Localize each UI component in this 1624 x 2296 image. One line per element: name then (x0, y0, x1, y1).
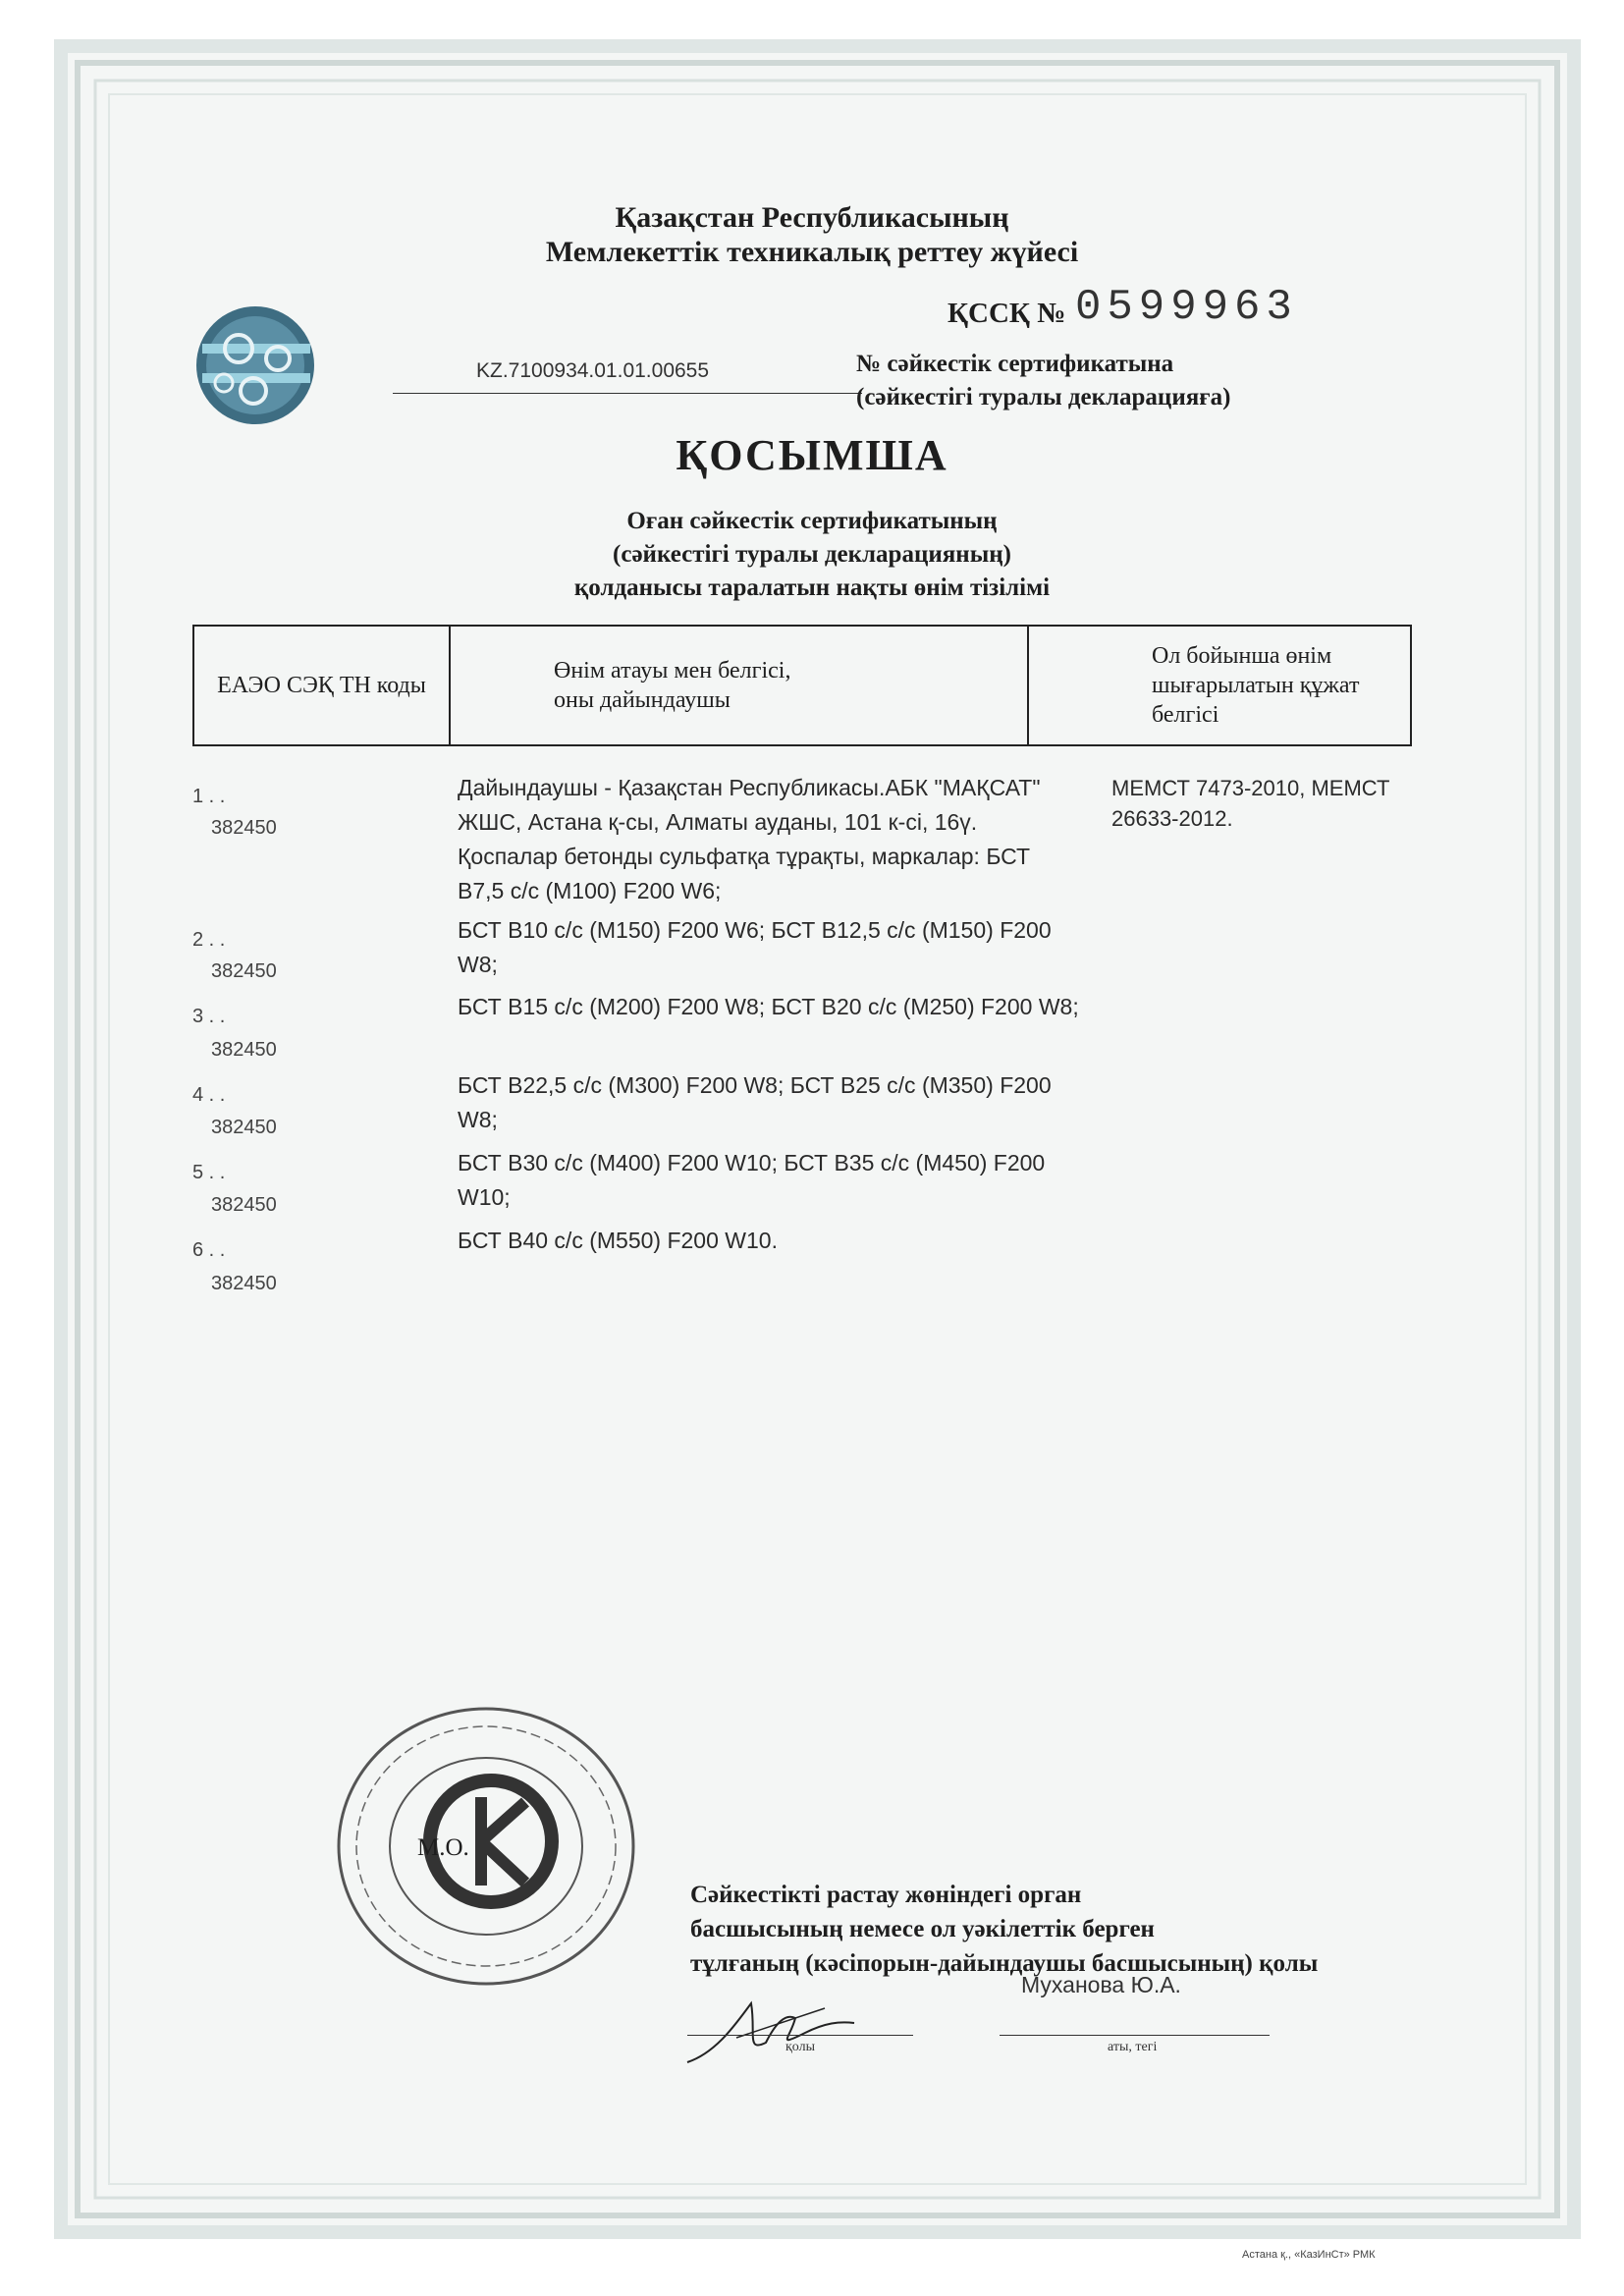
header-doc (1028, 626, 1411, 745)
row-6-product (458, 1224, 778, 1258)
row-2-product (458, 913, 1052, 982)
row-2-code: 382450 (211, 960, 277, 982)
row-1-index: 1 . . (192, 786, 226, 807)
signature-caption-line-3: тұлғаның (кәсіпорын-дайындаушы басшысының) қолы (690, 1950, 1319, 1977)
row-1-product (458, 771, 1041, 908)
row-3-code: 382450 (211, 1039, 277, 1061)
row-1-code: 382450 (211, 817, 277, 839)
subtitle-line-2: (сәйкестігі туралы декларацияның) (613, 541, 1011, 568)
header-doc-line-2: шығарылатын құжат (1152, 673, 1360, 698)
row-6-index: 6 . . (192, 1239, 226, 1261)
header-line-1: Қазақстан Республикасының (615, 201, 1009, 234)
row-4-product (458, 1068, 1052, 1137)
row-6-line-1: БСТ В40 с/с (М550) F200 W10. (458, 1228, 778, 1253)
row-5-line-2: W10; (458, 1184, 511, 1210)
row-5-product (458, 1146, 1045, 1215)
standards-line-2: 26633-2012. (1111, 806, 1233, 831)
header-name-line-2: оны дайындаушы (554, 687, 731, 713)
certificate-caption-line-2: (сәйкестігі туралы декларацияға) (856, 384, 1231, 410)
name-line-caption: аты, тегі (1108, 2040, 1158, 2054)
standards (1111, 773, 1455, 834)
row-4-line-1: БСТ В22,5 с/с (М300) F200 W8; БСТ В25 с/с (М350) F200 (458, 1072, 1052, 1098)
signatory-name: Муханова Ю.А. (1021, 1972, 1181, 1997)
signature-line-caption: қолы (785, 2040, 816, 2054)
subtitle-line-3: қолданысы таралатын нақты өнім тізілімі (573, 574, 1051, 601)
row-4-code: 382450 (211, 1117, 277, 1138)
row-4-index: 4 . . (192, 1084, 226, 1106)
header-doc-line-1: Ол бойынша өнім (1152, 643, 1332, 669)
official-stamp-icon (334, 1704, 638, 1989)
header-name-line-1: Өнім атауы мен белгісі, (554, 658, 791, 683)
row-5-code: 382450 (211, 1194, 277, 1216)
row-1-line-3: Қоспалар бетонды сульфатқа тұрақты, маркалар: БСТ (458, 844, 1031, 869)
products-table-header (192, 625, 1412, 746)
row-6-code: 382450 (211, 1273, 277, 1294)
page-title: ҚОСЫМША (676, 431, 948, 479)
row-2-index: 2 . . (192, 929, 226, 951)
row-2-line-2: W8; (458, 952, 498, 977)
reg-number-underline (393, 393, 862, 394)
signature-caption-line-2: басшысының немесе ол уәкілеттік берген (690, 1916, 1155, 1942)
certificate-caption-line-1: № сәйкестік сертификатына (856, 351, 1174, 377)
standards-line-1: МЕМСТ 7473-2010, МЕМСТ (1111, 776, 1390, 800)
row-3-product (458, 990, 1079, 1024)
row-1-line-2: ЖШС, Астана қ-сы, Алматы ауданы, 101 к-сі, 16ү. (458, 809, 978, 835)
subtitle-line-1: Оған сәйкестік сертификатының (626, 508, 998, 534)
row-1-line-4: В7,5 с/с (М100) F200 W6; (458, 878, 722, 903)
row-4-line-2: W8; (458, 1107, 498, 1132)
printer-footer: Астана қ., «КазИнСт» РМК (1242, 2249, 1376, 2261)
row-3-line-1: БСТ В15 с/с (М200) F200 W8; БСТ В20 с/с (М250) F200 W8; (458, 994, 1079, 1019)
header-line-2: Мемлекеттік техникалық реттеу жүйесі (545, 236, 1079, 268)
header-code: ЕАЭО СЭҚ ТН коды (193, 626, 450, 745)
row-5-index: 5 . . (192, 1162, 226, 1183)
row-2-line-1: БСТ В10 с/с (М150) F200 W6; БСТ В12,5 с/с (М150) F200 (458, 917, 1052, 943)
row-5-line-1: БСТ В30 с/с (М400) F200 W10; БСТ В35 с/с (М450) F200 (458, 1150, 1046, 1175)
header-doc-line-3: белгісі (1152, 702, 1219, 728)
certificate-reg-number: KZ.7100934.01.01.00655 (476, 359, 710, 382)
row-1-line-1: Дайындаушы - Қазақстан Республикасы.АБК "МАҚСАТ" (458, 775, 1041, 800)
kssk-number: 0599963 (1075, 283, 1298, 332)
hologram-seal-icon (194, 304, 317, 427)
stamp-place-label: М.О. (417, 1834, 469, 1861)
name-line (1000, 2035, 1270, 2036)
signature-line (687, 2035, 913, 2036)
row-3-index: 3 . . (192, 1006, 226, 1027)
kssk-label: ҚССҚ № (947, 298, 1066, 329)
header-name (450, 626, 1028, 745)
handwritten-signature-icon (677, 1994, 864, 2072)
signature-caption-line-1: Сәйкестікті растау жөніндегі орган (690, 1882, 1082, 1908)
